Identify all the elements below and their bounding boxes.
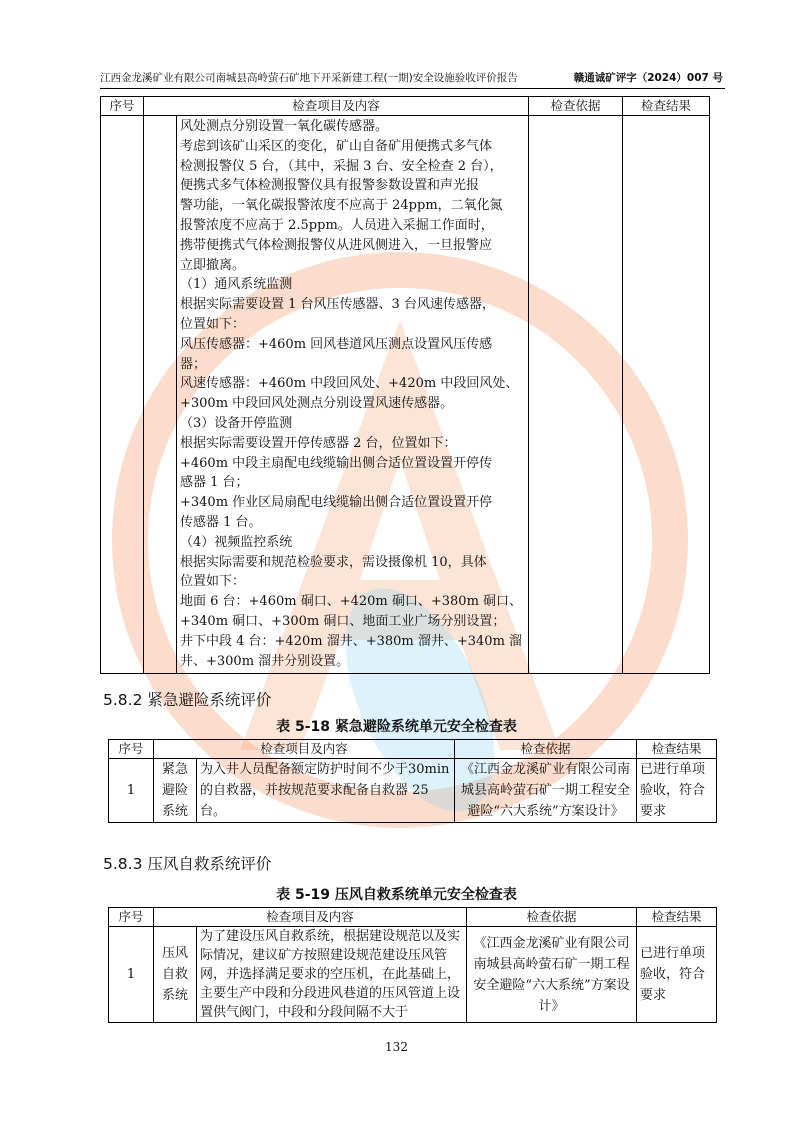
- header-result: 检查结果: [623, 97, 710, 116]
- header-rule: [100, 88, 725, 89]
- cell-item: [144, 116, 177, 674]
- cell-basis: 《江西金龙溪矿业有限公司南城县高岭萤石矿一期工程安全避险“六大系统”方案设计》: [455, 759, 637, 823]
- content-line: （1）通风系统监测: [180, 277, 293, 293]
- content-line: 井、+300m 溜井分别设置。: [180, 653, 350, 669]
- header-item: 检查项目及内容: [154, 740, 455, 759]
- header-item: 检查项目及内容: [144, 97, 529, 116]
- content-line: 报警浓度不应高于 2.5ppm。人员进入采掘工作面时，: [180, 217, 494, 233]
- cell-content: [177, 116, 529, 674]
- cell-item: 压风自救系统: [154, 927, 197, 1023]
- table-continued: [100, 96, 710, 674]
- table-row: [109, 927, 717, 1023]
- content-line: 携带便携式气体检测报警仪从进风侧进入，一旦报警应: [180, 237, 493, 253]
- table-caption-5-18: 表 5-18 紧急避险系统单元安全检查表: [276, 719, 517, 735]
- header-basis: 检查依据: [529, 97, 623, 116]
- content-line: （3）设备开停监测: [180, 415, 293, 431]
- content-line: 器；: [180, 356, 207, 372]
- table-row: [101, 116, 710, 674]
- content-line: 传感器 1 台。: [180, 514, 262, 530]
- section-heading-582: 5.8.2 紧急避险系统评价: [103, 691, 272, 709]
- cell-no: [101, 116, 144, 674]
- content-line: +460m 中段主扇配电线缆输出侧合适位置设置开停传: [180, 455, 493, 471]
- content-line: 井下中段 4 台：+420m 溜井、+380m 溜井、+340m 溜: [180, 633, 523, 649]
- content-line: 感器 1 台；: [180, 475, 249, 491]
- content-line: 位置如下：: [180, 316, 246, 332]
- header-basis: 检查依据: [455, 740, 637, 759]
- header-doc-number: 赣通诚矿评字（2024）007 号: [573, 72, 723, 84]
- page-header: [100, 70, 725, 85]
- table-caption-5-19: 表 5-19 压风自救系统单元安全检查表: [276, 887, 517, 903]
- header-result: 检查结果: [637, 908, 717, 927]
- page-number: 132: [385, 1040, 408, 1054]
- cell-result: 已进行单项验收，符合要求: [637, 759, 717, 823]
- content-line: 位置如下：: [180, 574, 246, 590]
- content-line: 根据实际需要设置 1 台风压传感器、3 台风速传感器，: [180, 297, 495, 313]
- content-line: 地面 6 台：+460m 硐口、+420m 硐口、+380m 硐口、: [180, 594, 523, 610]
- cell-content: 为了建设压风自救系统，根据建设规范以及实际情况，建议矿方按照建设规范建设压风管网，并选择满足要求的空压机，在此基础上，主要生产中段和分段进风巷道的压风管道上设置供气阀门，中段和分段间隔不大于: [197, 927, 467, 1023]
- table-row: [109, 759, 717, 823]
- table-5-19: [108, 907, 717, 1023]
- table-header-row: [109, 908, 717, 927]
- table-header-row: [101, 97, 710, 116]
- section-heading-583: 5.8.3 压风自救系统评价: [103, 855, 272, 873]
- content-line: 立即撤离。: [180, 257, 246, 273]
- content-line: +300m 中段回风处测点分别设置风速传感器。: [180, 396, 454, 412]
- table-header-row: [109, 740, 717, 759]
- content-line: 风压传感器：+460m 回风巷道风压测点设置风压传感: [180, 336, 493, 352]
- content-line: 警功能，一氧化碳报警浓度不应高于 24ppm，二氧化氮: [180, 198, 503, 214]
- header-basis: 检查依据: [467, 908, 637, 927]
- cell-item: 紧急避险系统: [154, 759, 197, 823]
- cell-no: 1: [109, 927, 154, 1023]
- content-line: 风速传感器：+460m 中段回风处、+420m 中段回风处、: [180, 376, 519, 392]
- content-line: 便携式多气体检测报警仪具有报警参数设置和声光报: [180, 178, 480, 194]
- content-line: 考虑到该矿山采区的变化，矿山自备矿用便携式多气体: [180, 138, 493, 154]
- header-result: 检查结果: [637, 740, 717, 759]
- header-no: 序号: [109, 740, 154, 759]
- header-no: 序号: [101, 97, 144, 116]
- cell-content: 为入井人员配备额定防护时间不少于30min的自救器，并按规范要求配备自救器 25 台。: [197, 759, 455, 823]
- cell-result: [623, 116, 710, 674]
- header-no: 序号: [109, 908, 154, 927]
- cell-basis: 《江西金龙溪矿业有限公司南城县高岭萤石矿一期工程安全避险“六大系统”方案设计》: [467, 927, 637, 1023]
- cell-no: 1: [109, 759, 154, 823]
- content-line: 风处测点分别设置一氧化碳传感器。: [180, 119, 389, 134]
- content-line: 根据实际需要和规范检验要求，需设摄像机 10，具体: [180, 554, 487, 570]
- table-5-18: [108, 739, 717, 823]
- cell-basis: [529, 116, 623, 674]
- content-line: +340m 硐口、+300m 硐口、地面工业广场分别设置；: [180, 613, 506, 629]
- content-line: （4）视频监控系统: [180, 534, 293, 550]
- content-line: +340m 作业区局扇配电线缆输出侧合适位置设置开停: [180, 495, 493, 511]
- cell-result: 已进行单项验收，符合要求: [637, 927, 717, 1023]
- header-title: 江西金龙溪矿业有限公司南城县高岭萤石矿地下开采新建工程(一期)安全设施验收评价报告: [100, 72, 518, 84]
- content-line: 根据实际需要设置开停传感器 2 台，位置如下：: [180, 435, 457, 451]
- content-line: 检测报警仪 5 台，（其中，采掘 3 台、安全检查 2 台），: [180, 158, 503, 174]
- header-item: 检查项目及内容: [154, 908, 467, 927]
